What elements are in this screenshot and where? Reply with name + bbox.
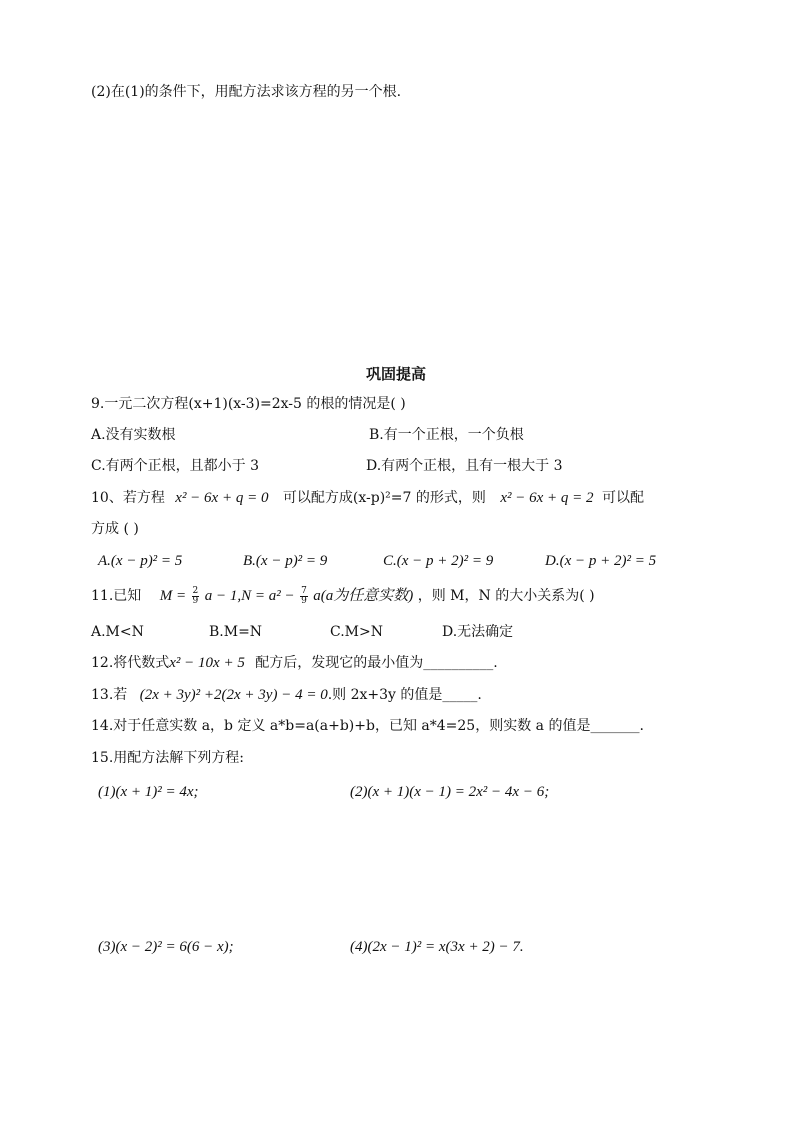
q11-n-rest: a(a为任意实数) [313,588,414,604]
q9-option-c: C.有两个正根，且都小于 3 [91,458,260,474]
q15-stem: 15.用配方法解下列方程: [91,750,244,766]
q11-m-fraction [192,587,200,606]
q14-stem: 14.对于任意实数 a，b 定义 a*b=a(a+b)+b，已知 a*4=25，则实数 a 的值是_______. [91,718,644,734]
q11-m-lhs: M = [159,588,187,604]
q10-equation-2: x² − 6x + q = 2 [500,490,594,506]
q11-option-b: B.M=N [209,624,263,640]
q12-suffix: 配方后，发现它的最小值为__________. [255,655,498,671]
section-title: 巩固提高 [366,365,427,383]
part-2-prompt: (2)在(1)的条件下，用配方法求该方程的另一个根. [91,84,402,100]
q10-option-d: D.(x − p + 2)² = 5 [545,553,657,569]
q9-option-b: B.有一个正根，一个负根 [369,427,524,443]
q11-prefix: 11.已知 [91,588,142,604]
q11-m-denominator: 9 [192,595,199,606]
q15-part-4: (4)(2x − 1)² = x(3x + 2) − 7. [350,939,524,955]
q12-expression: x² − 10x + 5 [169,655,245,671]
q13-expression: (2x + 3y)² +2(2x + 3y) − 4 = 0 [139,687,328,703]
q10-option-c: C.(x − p + 2)² = 9 [383,553,494,569]
q15-part-2: (2)(x + 1)(x − 1) = 2x² − 4x − 6; [350,784,550,800]
q11-n-denominator: 9 [301,595,307,606]
q13-suffix: .则 2x+3y 的值是_____. [327,687,482,703]
q11-m-numerator: 2 [192,585,199,596]
q9-option-d: D.有两个正根，且有一根大于 3 [366,458,563,474]
q11-m-rest: a − 1,N = a² − [204,588,295,604]
q10-prefix: 10、若方程 [91,490,165,506]
q15-part-3: (3)(x − 2)² = 6(6 − x); [98,939,234,955]
q11-n-numerator: 7 [301,585,307,596]
q9-stem: 9.一元二次方程(x+1)(x-3)=2x-5 的根的情况是( ) [91,396,406,412]
q10-option-b: B.(x − p)² = 9 [243,553,328,569]
q11-stem [91,586,595,606]
q10-middle-text: 可以配方成(x-p)²=7 的形式，则 [282,490,486,506]
q15-part-1: (1)(x + 1)² = 4x; [98,784,199,800]
q11-option-c: C.M>N [330,624,383,640]
q11-option-d: D.无法确定 [442,624,514,640]
q9-option-a: A.没有实数根 [91,427,176,443]
q12-prefix: 12.将代数式 [91,655,170,671]
q13-prefix: 13.若 [91,687,128,703]
q11-option-a: A.M<N [91,624,144,640]
q10-suffix: 可以配 [601,490,644,506]
q12-stem [91,653,498,673]
q11-n-fraction [300,587,308,606]
q10-option-a: A.(x − p)² = 5 [98,553,183,569]
q10-equation-1: x² − 6x + q = 0 [175,490,269,506]
q10-stem [91,488,644,508]
q10-stem-line-2: 方成 ( ) [91,521,139,537]
q11-suffix: ，则 M，N 的大小关系为( ) [417,588,595,604]
q13-stem [91,685,482,705]
